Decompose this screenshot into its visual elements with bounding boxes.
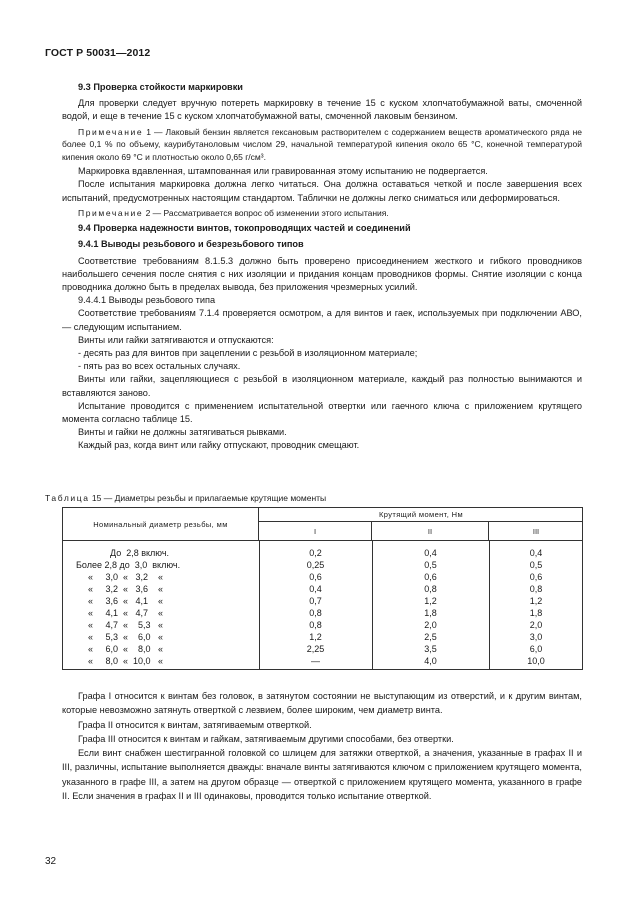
section-9-4-heading: 9.4 Проверка надежности винтов, токопроводящих частей и соединений [78, 223, 411, 234]
table-cell: 1,8 [424, 608, 437, 618]
table-cell: 2,0 [424, 620, 437, 630]
table-cell: « 3,0 « 3,2 « [88, 572, 164, 582]
table-cell: 0,4 [424, 548, 437, 558]
paragraph: Маркировка вдавленная, штампованная или гравированная этому испытанию не подвергается. [78, 166, 488, 177]
table-row [63, 655, 582, 667]
section-9-3-heading: 9.3 Проверка стойкости маркировки [78, 82, 243, 92]
table-cell: 0,7 [309, 596, 322, 606]
table-row [63, 607, 582, 619]
table-cell: 0,6 [529, 572, 543, 582]
table-row [63, 643, 582, 655]
table-cell: « 6,0 « 8,0 « [88, 644, 164, 654]
paragraph: 9.4.4.1 Выводы резьбового типа [78, 295, 216, 306]
table-cell: 2,5 [424, 632, 437, 642]
note-label: Примечание [78, 207, 144, 218]
list-item: - пять раз во всех остальных случаях. [78, 361, 241, 372]
table-row [63, 631, 582, 643]
paragraph: Графа III относится к винтам и гайкам, затягиваемым другими способами, без отвертки. [78, 733, 454, 744]
main-content [62, 78, 582, 453]
table-cell: « 5,3 « 6,0 « [88, 632, 164, 642]
table-cell: 0,8 [424, 584, 437, 594]
table-cell: 0,5 [529, 560, 543, 570]
list-item: - десять раз для винтов при зацеплении с резьбой в изоляционном материале; [78, 348, 418, 359]
paragraph: Если винт снабжен шестигранной головкой со шлицем для затяжки отверткой, а значения, указанные в графах II и III, различны, испытание выполняется дважды: вначале винты затягиваются ключом с приложением крутящего момента, указанного в графе III, а затем на другом образце — отверткой с приложением крутящего момента, указанного в графе II. Если значения в графах II и III одинаковы, проводится только испытание отверткой. [62, 748, 582, 802]
table-cell: 6,0 [529, 644, 543, 654]
table-cell: 0,8 [309, 620, 322, 630]
table-cell: 4,0 [424, 656, 437, 666]
table-cell: 10,0 [527, 656, 545, 666]
table-cell: 3,0 [529, 632, 543, 642]
table-cell: « 4,1 « 4,7 « [88, 608, 164, 618]
table-row [63, 583, 582, 595]
table-caption [45, 493, 326, 503]
table-cell: 0,4 [529, 548, 543, 558]
table-cell: « 3,6 « 4,1 « [88, 596, 164, 606]
table-15 [62, 507, 583, 670]
paragraph: Винты или гайки затягиваются и отпускаются: [78, 334, 274, 345]
note-text: 1 — Лаковый бензин является гексановым растворителем с содержанием веществ ароматического ряда не более 0,1 % по объему, каурибутаноловым числом 29, начальной температурой кипения около 65 °С, конечной температурой кипения около 69 °С и плотностью около 0,65 г/см³. [62, 126, 582, 162]
table-row [63, 595, 582, 607]
table-cell: 1,2 [424, 596, 437, 606]
paragraph: Графа I относится к винтам без головок, в затянутом состоянии не выступающим из отверстий, и к другим винтам, которые невозможно затянуть отверткой с лезвием, более широким, чем диаметр винта. [62, 691, 582, 716]
paragraph: Винты и гайки не должны затягиваться рывками. [78, 427, 287, 438]
column-header-torque: Крутящий момент, Нм [259, 508, 583, 522]
caption-label: Таблица [45, 493, 90, 503]
standard-header: ГОСТ Р 50031—2012 [45, 47, 151, 59]
table-body [63, 547, 582, 667]
table-cell: 2,0 [529, 620, 543, 630]
paragraph: Соответствие требованиям 8.1.5.3 должно быть проверено присоединением жесткого и гибкого проводников наибольшего сечения после снятия с них изоляции и придания концам проводников формы. Снятие изоляции с конца проводника должно быть в пределах вывода, без приложения чрезмерных усилий. [62, 255, 582, 293]
table-cell: « 3,2 « 3,6 « [88, 584, 164, 594]
table-cell: 0,2 [309, 548, 322, 558]
table-cell: 0,6 [424, 572, 437, 582]
note-label: Примечание [78, 126, 144, 137]
column-header-ii: II [372, 522, 489, 541]
paragraph: Соответствие требованиям 7.1.4 проверяется осмотром, а для винтов и гаек, используемых при подключении АВО, — следующим испытанием. [62, 308, 582, 332]
table-row [63, 619, 582, 631]
column-header-i: I [259, 522, 372, 541]
page-number: 32 [45, 856, 57, 867]
table-cell: 2,25 [306, 644, 325, 654]
table-cell: 1,2 [309, 632, 322, 642]
caption-text: 15 — Диаметры резьбы и прилагаемые крутящие моменты [89, 493, 327, 503]
table-cell: 0,6 [309, 572, 322, 582]
column-header-iii: III [489, 522, 583, 541]
table-cell: 3,5 [424, 644, 437, 654]
paragraph: Винты или гайки, зацепляющиеся с резьбой в изоляционном материале, каждый раз полностью вынимаются и вставляются заново. [62, 374, 582, 398]
table-row [63, 547, 582, 559]
table-row [63, 571, 582, 583]
table-cell: 0,25 [306, 560, 325, 570]
table-cell: 1,2 [529, 596, 543, 606]
table-cell: 0,8 [529, 584, 543, 594]
table-cell: Более 2,8 до 3,0 включ. [76, 560, 181, 570]
table-cell: До 2,8 включ. [110, 548, 170, 558]
paragraph: Каждый раз, когда винт или гайку отпускают, проводник смещают. [78, 440, 360, 451]
paragraph: Испытание проводится с применением испытательной отвертки или гаечного ключа с приложением крутящего момента согласно таблице 15. [62, 400, 582, 425]
table-row [63, 559, 582, 571]
note-2 [62, 207, 582, 220]
table-cell: 0,4 [309, 584, 322, 594]
table-cell: « 4,7 « 5,3 « [88, 620, 164, 630]
note-text: 2 — Рассматривается вопрос об изменении этого испытания. [143, 207, 389, 218]
paragraph: После испытания маркировка должна легко читаться. Она должна оставаться четкой и после завершения всех испытаний, предусмотренных настоящим стандартом. Таблички не должны легко сниматься или деформироваться. [62, 179, 582, 203]
after-table-content [62, 689, 582, 803]
paragraph: Для проверки следует вручную потереть маркировку в течение 15 с куском хлопчатобумажной ваты, смоченной водой, и еще в течение 15 с куском хлопчатобумажной ваты, смоченной лаковым бензином. [62, 98, 582, 122]
section-9-4-1-heading: 9.4.1 Выводы резьбового и безрезьбового типов [78, 239, 304, 250]
note-1 [62, 126, 582, 164]
table-cell: — [311, 656, 320, 666]
table-cell: 0,8 [309, 608, 322, 618]
table-cell: 0,5 [424, 560, 437, 570]
table-cell: « 8,0 « 10,0 « [88, 656, 164, 666]
table-cell: 1,8 [529, 608, 543, 618]
paragraph: Графа II относится к винтам, затягиваемым отверткой. [78, 719, 312, 730]
column-header-diameter: Номинальный диаметр резьбы, мм [63, 508, 259, 541]
